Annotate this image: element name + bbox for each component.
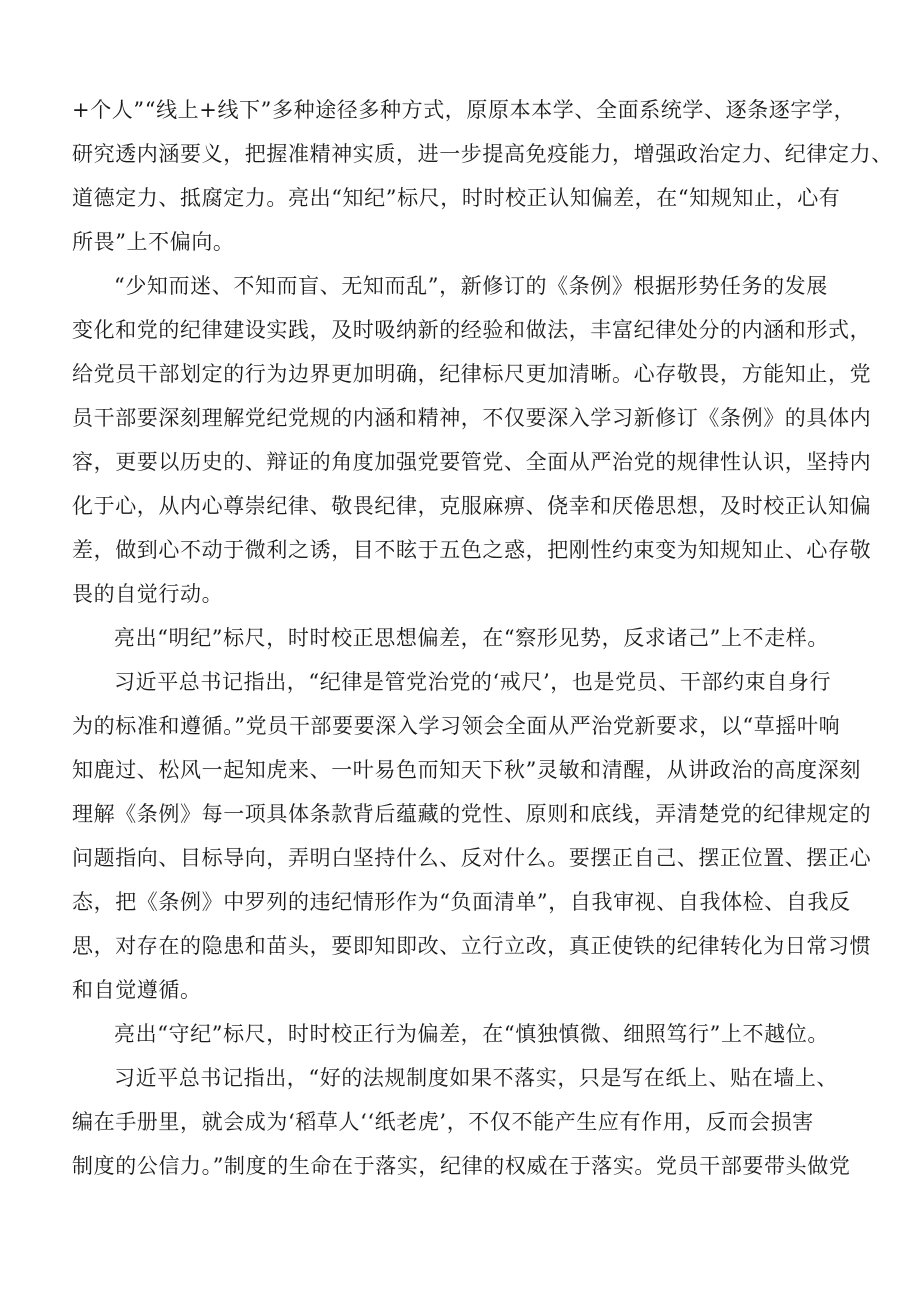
text-line: 编在手册里，就会成为‘稻草人‘‘纸老虎’，不仅不能产生应有作用，反而会损害 [72,1110,814,1134]
text-line: 道德定力、抵腐定力。亮出“知纪”标尺，时时校正认知偏差，在“知规知止，心有 [72,186,841,210]
text-line: 给党员干部划定的行为边界更加明确，纪律标尺更加清晰。心存敬畏，方能知止，党 [72,362,872,386]
text-line: 理解《条例》每一项具体条款背后蕴藏的党性、原则和底线，弄清楚党的纪律规定的 [72,802,872,826]
section-heading-line: 亮出“明纪”标尺，时时校正思想偏差，在“察形见势，反求诸己”上不走样。 [114,626,829,650]
paragraph-first-line: 习近平总书记指出，“好的法规制度如果不落实，只是写在纸上、贴在墙上、 [114,1066,839,1090]
section-heading-line: 亮出“守纪”标尺，时时校正行为偏差，在“慎独慎微、细照笃行”上不越位。 [114,1022,829,1046]
paragraph-first-line: 习近平总书记指出，“纪律是管党治党的‘戒尺’，也是党员、干部约束自身行 [114,670,832,694]
text-line: 员干部要深刻理解党纪党规的内涵和精神，不仅要深入学习新修订《条例》的具体内 [72,406,872,430]
text-line: 化于心，从内心尊崇纪律、敬畏纪律，克服麻痹、侥幸和厌倦思想，及时校正认知偏 [72,494,872,518]
text-line: 制度的公信力。”制度的生命在于落实，纪律的权威在于落实。党员干部要带头做党 [72,1154,851,1178]
paragraph-first-line: “少知而迷、不知而盲、无知而乱”，新修订的《条例》根据形势任务的发展 [114,274,828,298]
text-line: 态，把《条例》中罗列的违纪情形作为“负面清单”，自我审视、自我体检、自我反 [72,890,851,914]
text-line: 所畏”上不偏向。 [72,230,235,254]
text-line: 和自觉遵循。 [72,978,202,1002]
text-line: 研究透内涵要义，把握准精神实质，进一步提高免疫能力，增强政治定力、纪律定力、 [72,142,893,166]
text-line: 问题指向、目标导向，弄明白坚持什么、反对什么。要摆正自己、摆正位置、摆正心 [72,846,872,870]
text-line: 畏的自觉行动。 [72,582,224,606]
text-line: 知鹿过、松风一起知虎来、一叶易色而知天下秋”灵敏和清醒，从讲政治的高度深刻 [72,758,861,782]
text-line: +个人”“线上+线下”多种途径多种方式，原原本本学、全面系统学、逐条逐字学， [72,98,856,122]
text-line: 容，更要以历史的、辩证的角度加强党要管党、全面从严治党的规律性认识，坚持内 [72,450,872,474]
text-line: 差，做到心不动于微利之诱，目不眩于五色之惑，把刚性约束变为知规知止、心存敬 [72,538,872,562]
text-line: 变化和党的纪律建设实践，及时吸纳新的经验和做法，丰富纪律处分的内涵和形式， [72,318,872,342]
text-line: 为的标准和遵循。”党员干部要要深入学习领会全面从严治党新要求，以“草摇叶响 [72,714,841,738]
text-line: 思，对存在的隐患和苗头，要即知即改、立行立改，真正使铁的纪律转化为日常习惯 [72,934,872,958]
